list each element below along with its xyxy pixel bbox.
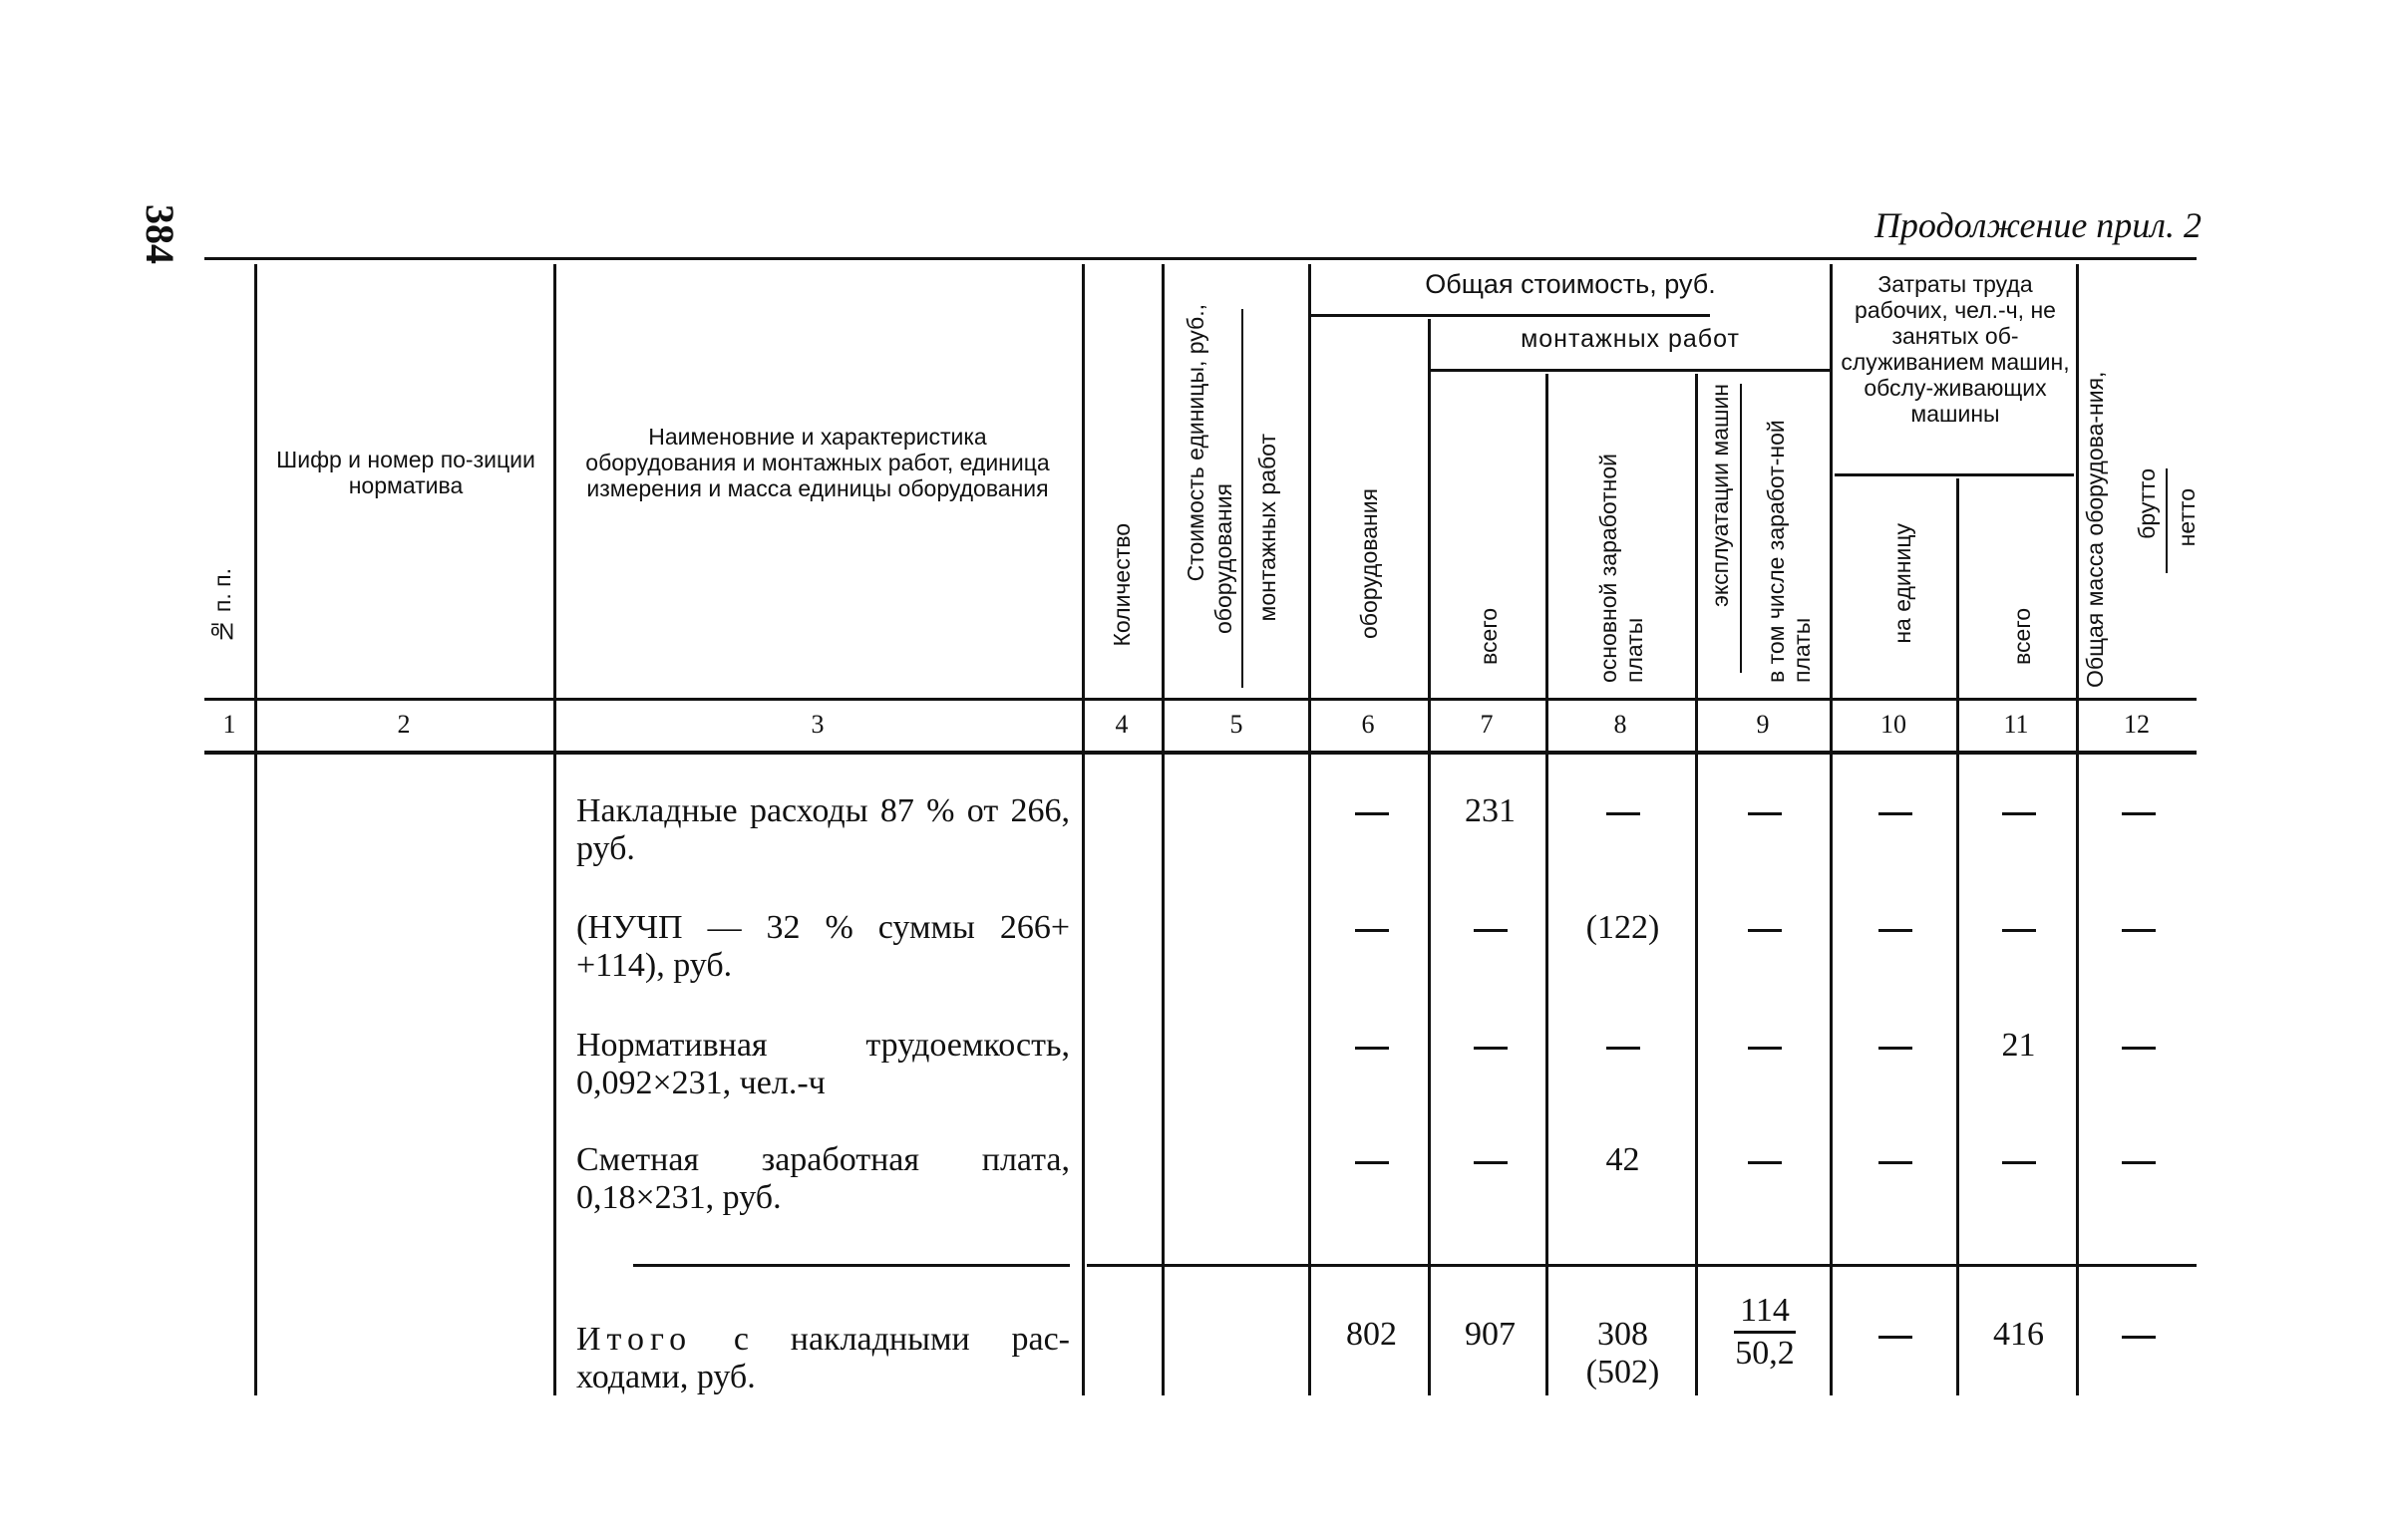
column-number: 6 (1361, 710, 1375, 739)
column-number: 5 (1229, 710, 1243, 739)
col-line-4 (1162, 264, 1165, 1395)
row-value-c8: 42 (1605, 1141, 1640, 1178)
row-value-c11 (1961, 909, 2076, 947)
header-montage-works: монтажных работ (1521, 325, 1740, 353)
column-number: 9 (1756, 710, 1770, 739)
total-label-word: Итого (576, 1321, 693, 1358)
row-value-c9 (1700, 909, 1830, 947)
mass-divider (2166, 468, 2168, 573)
col-line-9 (1830, 264, 1833, 1395)
header-labor-total: всего (2009, 608, 2035, 665)
row-value-c8 (1550, 792, 1695, 830)
column-number: 10 (1880, 710, 1906, 739)
total-machines-fraction (1734, 1291, 1796, 1374)
row-description: Накладные расходы 87 % от 266, руб. (576, 792, 1070, 867)
total-wages-overhead: (502) (1585, 1354, 1660, 1390)
column-number: 1 (222, 710, 236, 739)
row-value-c6 (1314, 1027, 1429, 1065)
header-machine-operation: эксплуатации машин (1707, 384, 1733, 607)
col-line-8 (1695, 374, 1698, 1395)
row-value-c7: 231 (1465, 792, 1516, 829)
col-line-7 (1545, 374, 1548, 1395)
row-value-c7 (1433, 1141, 1547, 1179)
total-machines-top: 114 (1734, 1291, 1796, 1334)
row-value-c6 (1314, 909, 1429, 947)
column-number: 7 (1480, 710, 1494, 739)
continuation-label: Продолжение прил. 2 (1873, 205, 2202, 245)
machine-divider (1740, 384, 1742, 673)
row-value-c12 (2081, 792, 2196, 830)
column-number-top-rule (204, 698, 2197, 701)
row-value-c10 (1835, 1027, 1956, 1065)
row-value-c11 (1961, 792, 2076, 830)
subtotal-rule-desc (633, 1264, 1070, 1267)
total-wages (1550, 1316, 1695, 1391)
total-labor-unit (1835, 1316, 1956, 1354)
total-montage: 907 (1465, 1316, 1516, 1353)
header-base-wages: основной заработной платы (1595, 454, 1647, 683)
header-mass: Общая масса оборудова-ния, (2082, 371, 2108, 688)
row-value-c9 (1700, 1027, 1830, 1065)
column-number: 3 (811, 710, 825, 739)
row-value-c12 (2081, 1027, 2196, 1065)
total-equipment: 802 (1346, 1316, 1397, 1353)
col-line-5 (1308, 264, 1311, 1395)
group-total-rule (1311, 314, 1710, 317)
header-labor-per-unit: на единицу (1889, 523, 1915, 644)
row-value-c8 (1550, 1027, 1695, 1065)
row-value-c12 (2081, 1141, 2196, 1179)
page-number: 384 (138, 204, 182, 264)
row-value-c9 (1700, 792, 1830, 830)
column-number: 4 (1115, 710, 1129, 739)
row-value-c10 (1835, 1141, 1956, 1179)
row-value-c12 (2081, 909, 2196, 947)
header-unit-cost-equipment: оборудования (1210, 483, 1236, 634)
group-montage-rule (1431, 369, 1830, 372)
total-labor-total: 416 (1993, 1316, 2044, 1353)
header-description: Наименовние и характеристика оборудования и монтажных работ, единица измерения и масса единицы оборудования (585, 424, 1050, 501)
header-quantity: Количество (1109, 523, 1135, 647)
row-value-c7 (1433, 1027, 1547, 1065)
total-machines-bottom: 50,2 (1735, 1335, 1795, 1372)
row-value-c6 (1314, 792, 1429, 830)
col-line-2 (553, 264, 556, 1395)
total-label (576, 1321, 1070, 1396)
column-number-bottom-rule (204, 751, 2197, 755)
col-line-1 (254, 264, 257, 1395)
header-mass-gross: брутто (2134, 468, 2160, 539)
total-label-rest: с накладными рас-ходами, руб. (576, 1321, 1070, 1395)
header-row-number: № п. п. (209, 568, 235, 645)
col-line-11 (2076, 264, 2079, 1395)
header-machine-wages: в том числе заработ-ной платы (1763, 420, 1815, 683)
unit-cost-divider (1241, 309, 1243, 688)
column-number: 11 (2003, 710, 2029, 739)
header-code: Шифр и номер по-зиции норматива (276, 447, 535, 498)
header-total-cost: Общая стоимость, руб. (1425, 269, 1716, 299)
group-labor-rule (1835, 473, 2074, 476)
table-top-rule (204, 257, 2197, 260)
col-line-6 (1428, 319, 1431, 1395)
row-value-c7 (1433, 909, 1547, 947)
row-description: (НУЧП — 32 % суммы 266+ +114), руб. (576, 909, 1070, 984)
row-value-c10 (1835, 792, 1956, 830)
column-number: 2 (397, 710, 411, 739)
row-value-c8: (122) (1585, 909, 1660, 946)
col-line-3 (1082, 264, 1085, 1395)
row-description: Нормативная трудоемкость, 0,092×231, чел.-ч (576, 1027, 1070, 1101)
column-number: 12 (2124, 710, 2150, 739)
total-machines (1700, 1291, 1830, 1374)
header-unit-cost: Стоимость единицы, руб., (1183, 304, 1208, 582)
header-equipment: оборудования (1356, 488, 1382, 639)
header-labor: Затраты труда рабочих, чел.-ч, не занятых об-служиванием машин, обслу-живающих машины (1841, 271, 2070, 427)
row-value-c9 (1700, 1141, 1830, 1179)
header-mass-net: нетто (2174, 488, 2200, 547)
row-value-c10 (1835, 909, 1956, 947)
row-description: Сметная заработная плата, 0,18×231, руб. (576, 1141, 1070, 1216)
col-line-10 (1956, 478, 1959, 1395)
row-value-c11 (1961, 1141, 2076, 1179)
row-value-c11: 21 (2001, 1027, 2036, 1064)
total-wages-value: 308 (1597, 1316, 1648, 1353)
subtotal-rule-values (1087, 1264, 2197, 1267)
column-number: 8 (1613, 710, 1627, 739)
header-montage-total: всего (1476, 608, 1502, 665)
row-value-c6 (1314, 1141, 1429, 1179)
total-mass (2081, 1316, 2196, 1354)
header-unit-cost-montage: монтажных работ (1254, 434, 1280, 622)
